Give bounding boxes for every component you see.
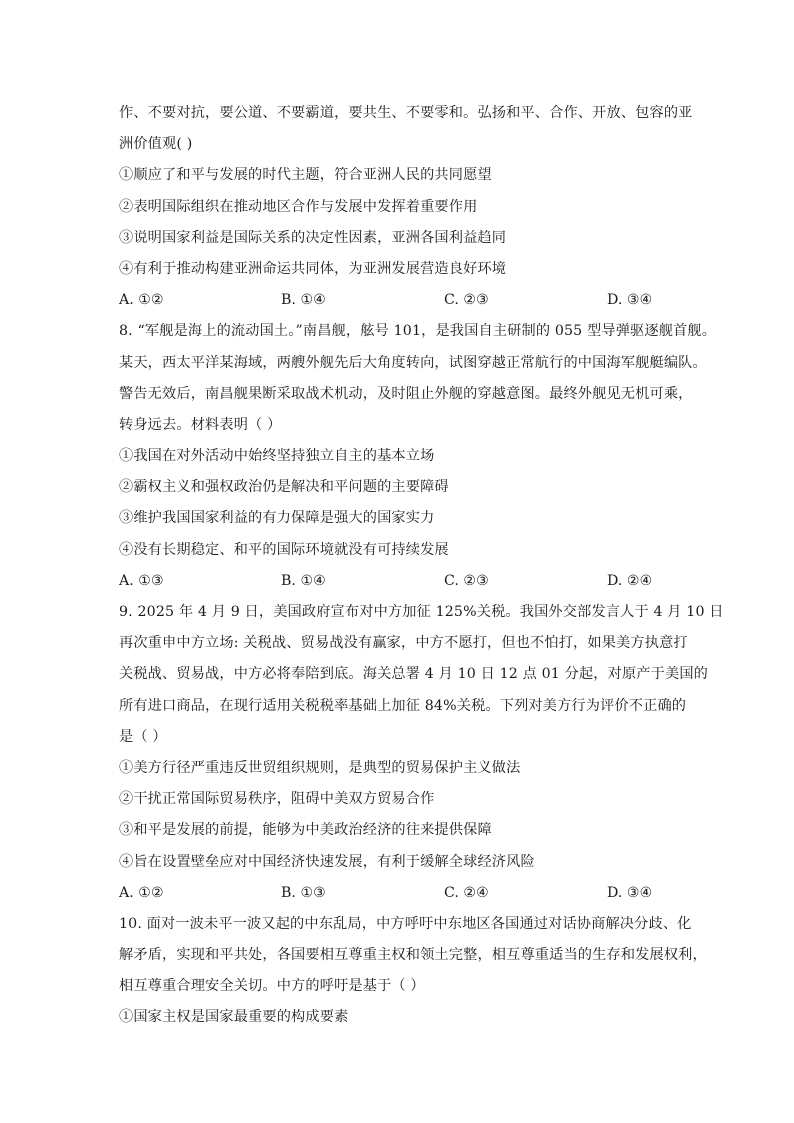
q7-option-a: A. ①② — [119, 292, 164, 309]
q10-stem-line: 相互尊重合理安全关切。中方的呼吁是基于（ ） — [119, 978, 425, 995]
q8-statement: ③维护我国国家利益的有力保障是强大的国家实力 — [119, 510, 435, 527]
q9-stem-line: 是（ ） — [119, 728, 167, 745]
q9-statement: ③和平是发展的前提，能够为中美政治经济的往来提供保障 — [119, 822, 492, 839]
q8-stem-line: 转身远去。材料表明（ ） — [119, 416, 282, 433]
q9-statement: ④旨在设置壁垒应对中国经济快速发展，有利于缓解全球经济风险 — [119, 853, 535, 870]
q8-option-a: A. ①③ — [119, 572, 164, 589]
q7-options — [119, 285, 685, 316]
q8-statement: ④没有长期稳定、和平的国际环境就没有可持续发展 — [119, 541, 449, 558]
q9-stem-line: 再次重申中方立场: 关税战、贸易战没有赢家，中方不愿打，但也不怕打，如果美方执意打 — [119, 635, 688, 652]
q8-option-d: D. ②④ — [607, 572, 653, 589]
q7-option-b: B. ①④ — [281, 292, 326, 309]
q9-option-d: D. ③④ — [607, 884, 653, 901]
q7-statement: ②表明国际组织在推动地区合作与发展中发挥着重要作用 — [119, 198, 478, 215]
q7-option-c: C. ②③ — [444, 292, 489, 309]
q10-stem-line: 10. 面对一波未平一波又起的中东乱局，中方呼吁中东地区各国通过对话协商解决分歧、化 — [119, 915, 692, 932]
question-10 — [119, 909, 707, 1034]
question-9 — [119, 597, 724, 909]
q9-option-a: A. ①② — [119, 884, 164, 901]
q8-stem-line: 某天，西太平洋某海域，两艘外舰先后大角度转向，试图穿越正常航行的中国海军舰艇编队。 — [119, 354, 707, 371]
q9-option-c: C. ②④ — [444, 884, 489, 901]
q8-option-c: C. ②③ — [444, 572, 489, 589]
q9-option-b: B. ①③ — [281, 884, 326, 901]
q9-stem-line: 9. 2025 年 4 月 9 日，美国政府宣布对中方加征 125%关税。我国外交部发言人于 4 月 10 日 — [119, 604, 724, 620]
question-7 — [119, 98, 693, 316]
q7-statement: ①顺应了和平与发展的时代主题，符合亚洲人民的共同愿望 — [119, 167, 492, 184]
page-content — [119, 98, 724, 1034]
q8-stem-line: 警告无效后，南昌舰果断采取战术机动，及时阻止外舰的穿越意图。最终外舰见无机可乘， — [119, 385, 693, 402]
q8-statement: ①我国在对外活动中始终坚持独立自主的基本立场 — [119, 448, 435, 465]
q10-statement: ①国家主权是国家最重要的构成要素 — [119, 1009, 349, 1026]
q7-stem-line: 作、不要对抗，要公道、不要霸道，要共生、不要零和。弘扬和平、合作、开放、包容的亚 — [119, 105, 693, 121]
q9-statement: ①美方行径严重违反世贸组织规则，是典型的贸易保护主义做法 — [119, 759, 521, 776]
q9-options — [119, 878, 685, 909]
question-8 — [119, 316, 717, 597]
q7-option-d: D. ③④ — [607, 292, 653, 309]
q8-option-b: B. ①④ — [281, 572, 326, 589]
q9-stem-line: 所有进口商品，在现行适用关税税率基础上加征 84%关税。下列对美方行为评价不正确的 — [119, 697, 687, 714]
q8-options — [119, 566, 685, 597]
q10-stem-line: 解矛盾，实现和平共处，各国要相互尊重主权和领土完整，相互尊重适当的生存和发展权利， — [119, 947, 707, 964]
q8-statement: ②霸权主义和强权政治仍是解决和平问题的主要障碍 — [119, 479, 449, 496]
q9-statement: ②干扰正常国际贸易秩序，阻碍中美双方贸易合作 — [119, 791, 435, 808]
q7-stem-line: 洲价值观( ) — [119, 136, 193, 153]
q8-stem-line: 8. “军舰是海上的流动国土。”南昌舰，舷号 101，是我国自主研制的 055 型导弹驱逐舰首舰。 — [119, 323, 717, 340]
q7-statement: ③说明国家利益是国际关系的决定性因素，亚洲各国利益趋同 — [119, 229, 507, 246]
q9-stem-line: 关税战、贸易战，中方必将奉陪到底。海关总署 4 月 10 日 12 点 01 分起，对原产于美国的 — [119, 666, 708, 683]
q7-statement: ④有利于推动构建亚洲命运共同体，为亚洲发展营造良好环境 — [119, 260, 507, 277]
